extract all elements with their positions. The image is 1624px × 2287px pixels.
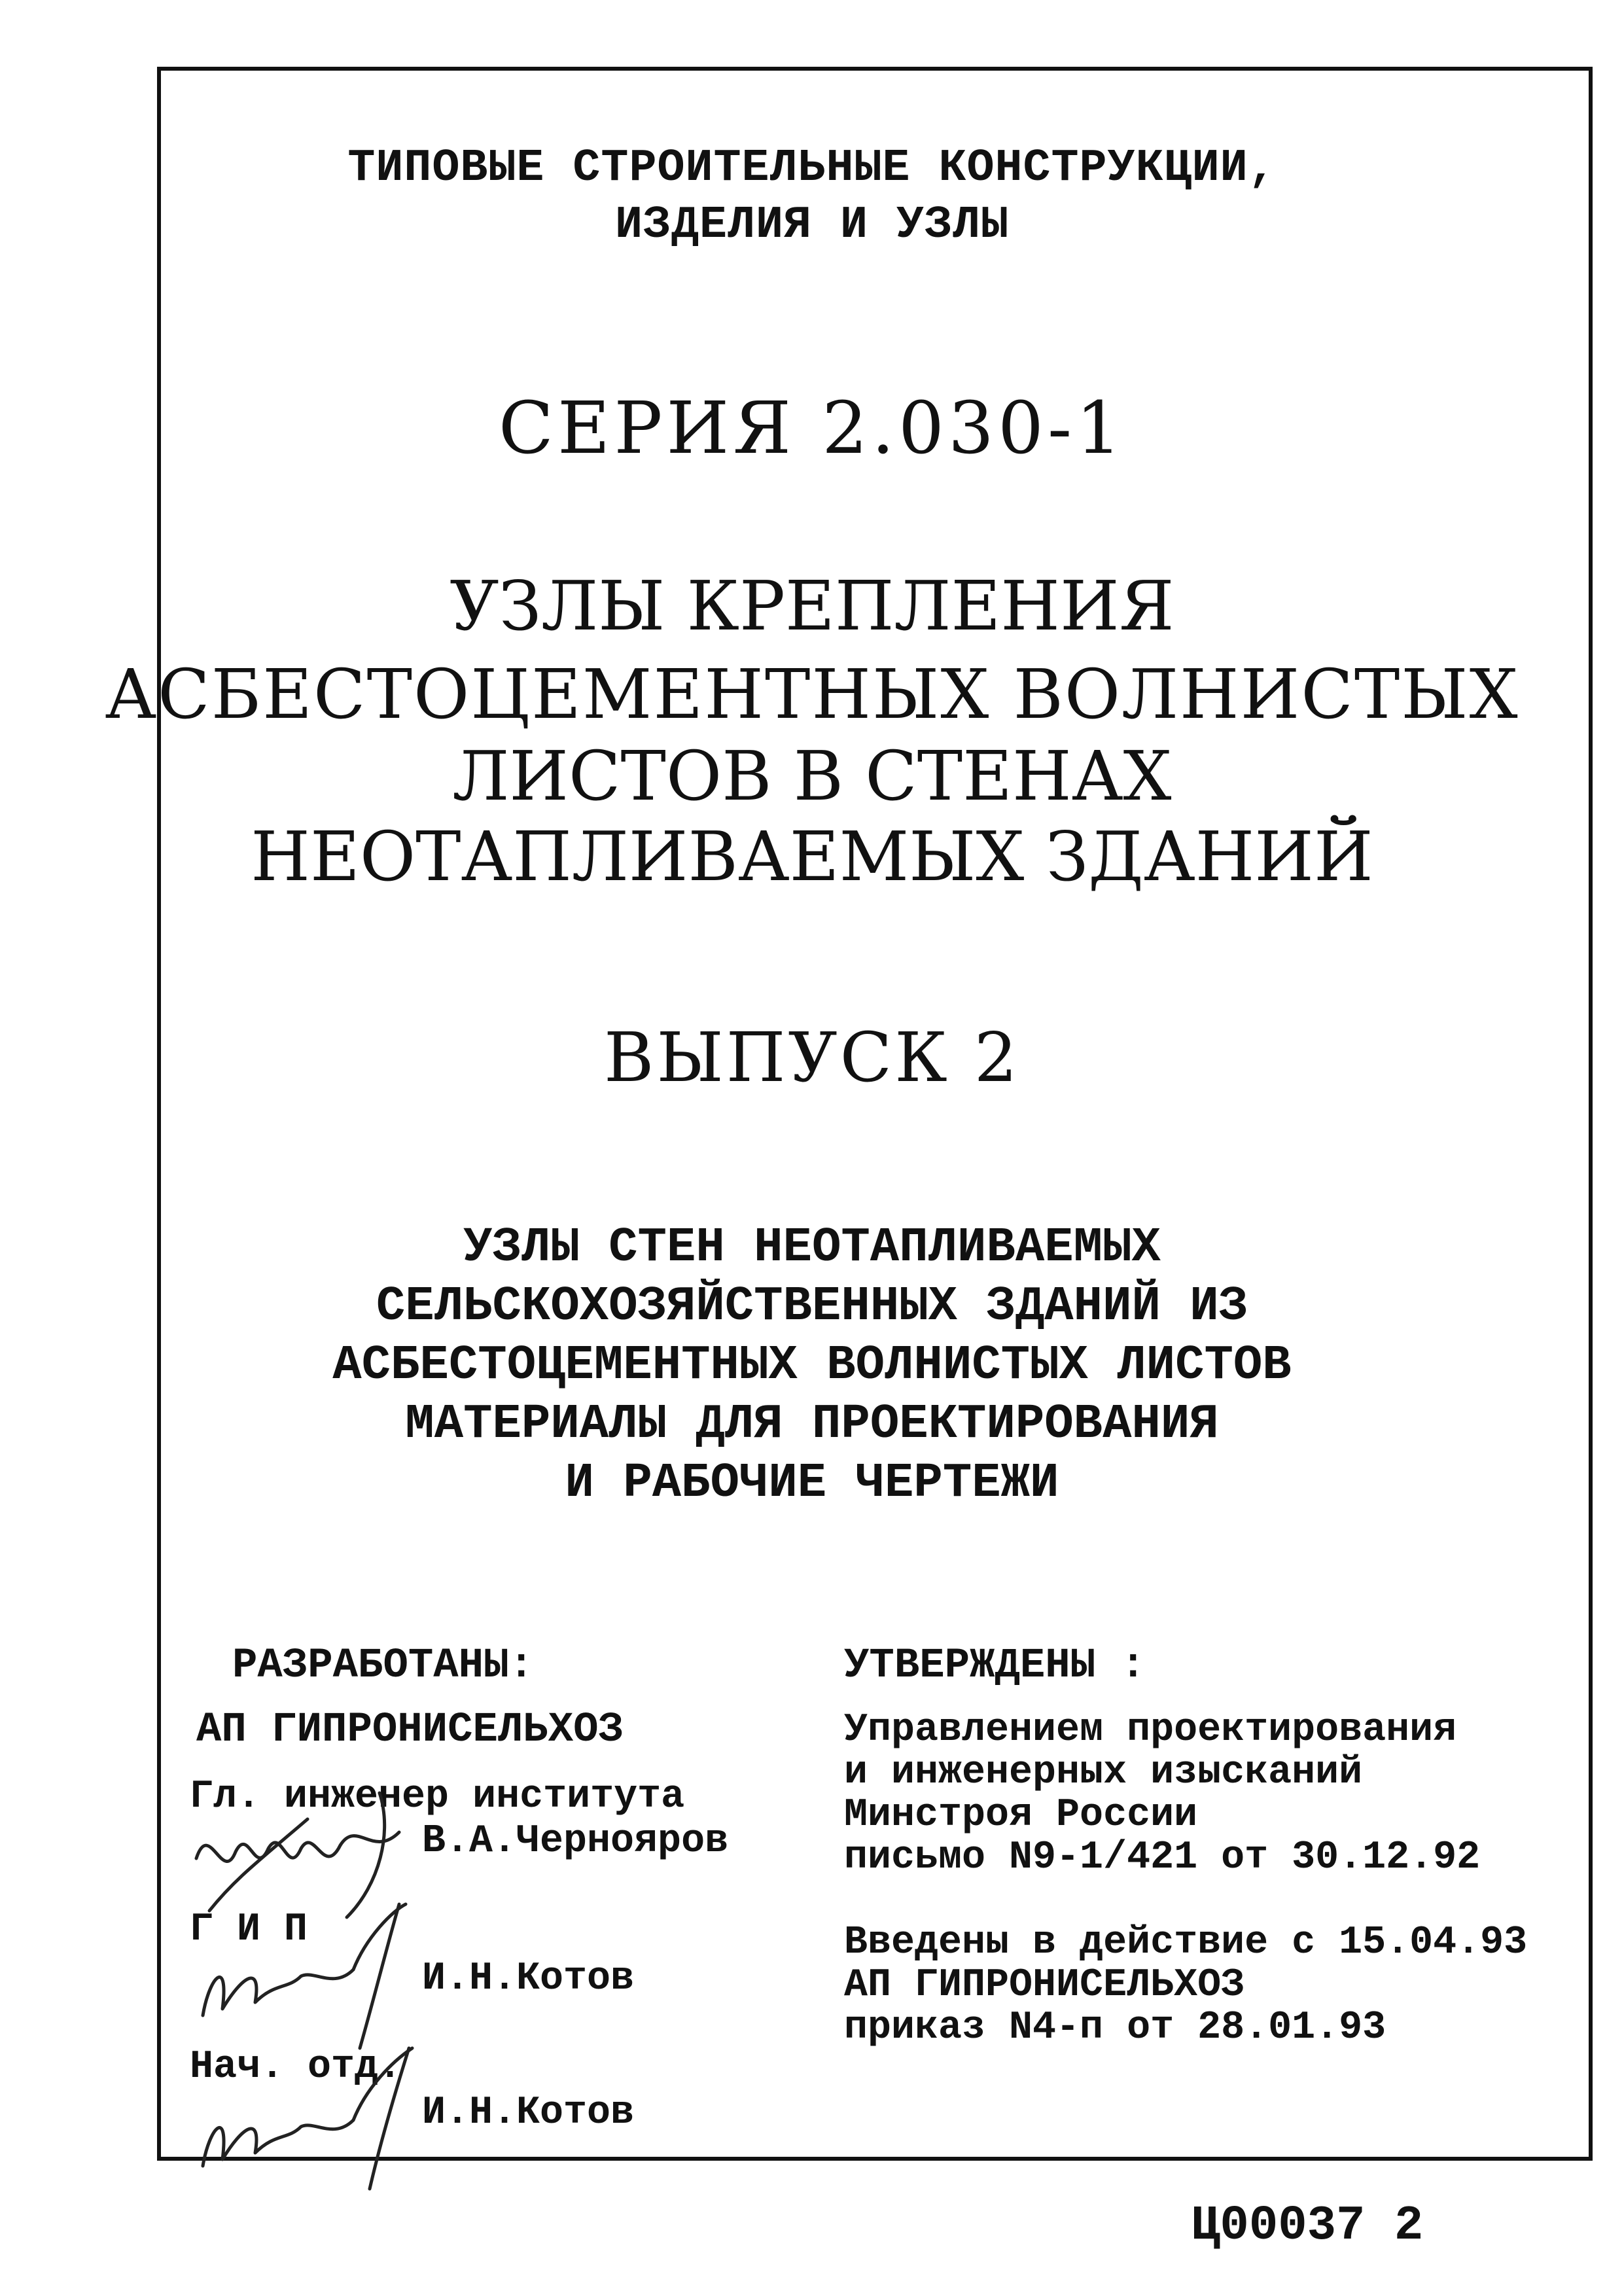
- name-gip: И.Н.Котов: [422, 1957, 635, 2001]
- approved-line-2: и инженерных изысканий: [844, 1750, 1363, 1795]
- approved-line-3: Минстроя России: [844, 1793, 1198, 1837]
- role-dept-head: Нач. отд.: [190, 2045, 402, 2089]
- header-line-1: ТИПОВЫЕ СТРОИТЕЛЬНЫЕ КОНСТРУКЦИИ,: [347, 143, 1277, 194]
- header-line-2: ИЗДЕЛИЯ И УЗЛЫ: [614, 200, 1010, 251]
- role-gip: Г И П: [190, 1907, 308, 1952]
- subtitle-line-2: СЕЛЬСКОХОЗЯЙСТВЕННЫХ ЗДАНИЙ ИЗ: [376, 1279, 1248, 1334]
- series-number: СЕРИЯ 2.030-1: [498, 386, 1126, 470]
- approved-line-1: Управлением проектирования: [844, 1708, 1457, 1752]
- subtitle-line-1: УЗЛЫ СТЕН НЕОТАПЛИВАЕМЫХ: [463, 1220, 1161, 1275]
- role-chief-engineer: Гл. инженер института: [190, 1775, 685, 1819]
- subtitle-line-4: МАТЕРИАЛЫ ДЛЯ ПРОЕКТИРОВАНИЯ: [405, 1397, 1219, 1452]
- subtitle-line-5: И РАБОЧИЕ ЧЕРТЕЖИ: [565, 1456, 1059, 1511]
- issue-number: ВЫПУСК 2: [604, 1018, 1020, 1097]
- developed-heading: РАЗРАБОТАНЫ:: [232, 1642, 534, 1690]
- title-line-3: ЛИСТОВ В СТЕНАХ: [452, 736, 1172, 816]
- title-line-1: УЗЛЫ КРЕПЛЕНИЯ: [450, 566, 1174, 646]
- title-line-4: НЕОТАПЛИВАЕМЫХ ЗДАНИЙ: [251, 817, 1373, 896]
- name-dept-head: И.Н.Котов: [422, 2091, 635, 2135]
- introduced-org: АП ГИПРОНИСЕЛЬХОЗ: [844, 1963, 1245, 2008]
- approved-letter: письмо N9-1/421 от 30.12.92: [844, 1835, 1481, 1880]
- approved-heading: УТВЕРЖДЕНЫ :: [844, 1642, 1146, 1690]
- developer-org: АП ГИПРОНИСЕЛЬХОЗ: [196, 1707, 624, 1754]
- introduced-date: Введены в действие с 15.04.93: [844, 1921, 1528, 1965]
- signature-dept-head: [183, 2035, 432, 2192]
- document-code: Ц00037 2: [1191, 2199, 1424, 2254]
- title-line-2: АСБЕСТОЦЕМЕНТНЫХ ВОЛНИСТЫХ: [105, 654, 1519, 734]
- signature-gip: [183, 1898, 432, 2055]
- subtitle-line-3: АСБЕСТОЦЕМЕНТНЫХ ВОЛНИСТЫХ ЛИСТОВ: [332, 1338, 1292, 1393]
- name-chief-engineer: В.А.Чернояров: [422, 1819, 729, 1864]
- introduced-order: приказ N4-п от 28.01.93: [844, 2006, 1386, 2050]
